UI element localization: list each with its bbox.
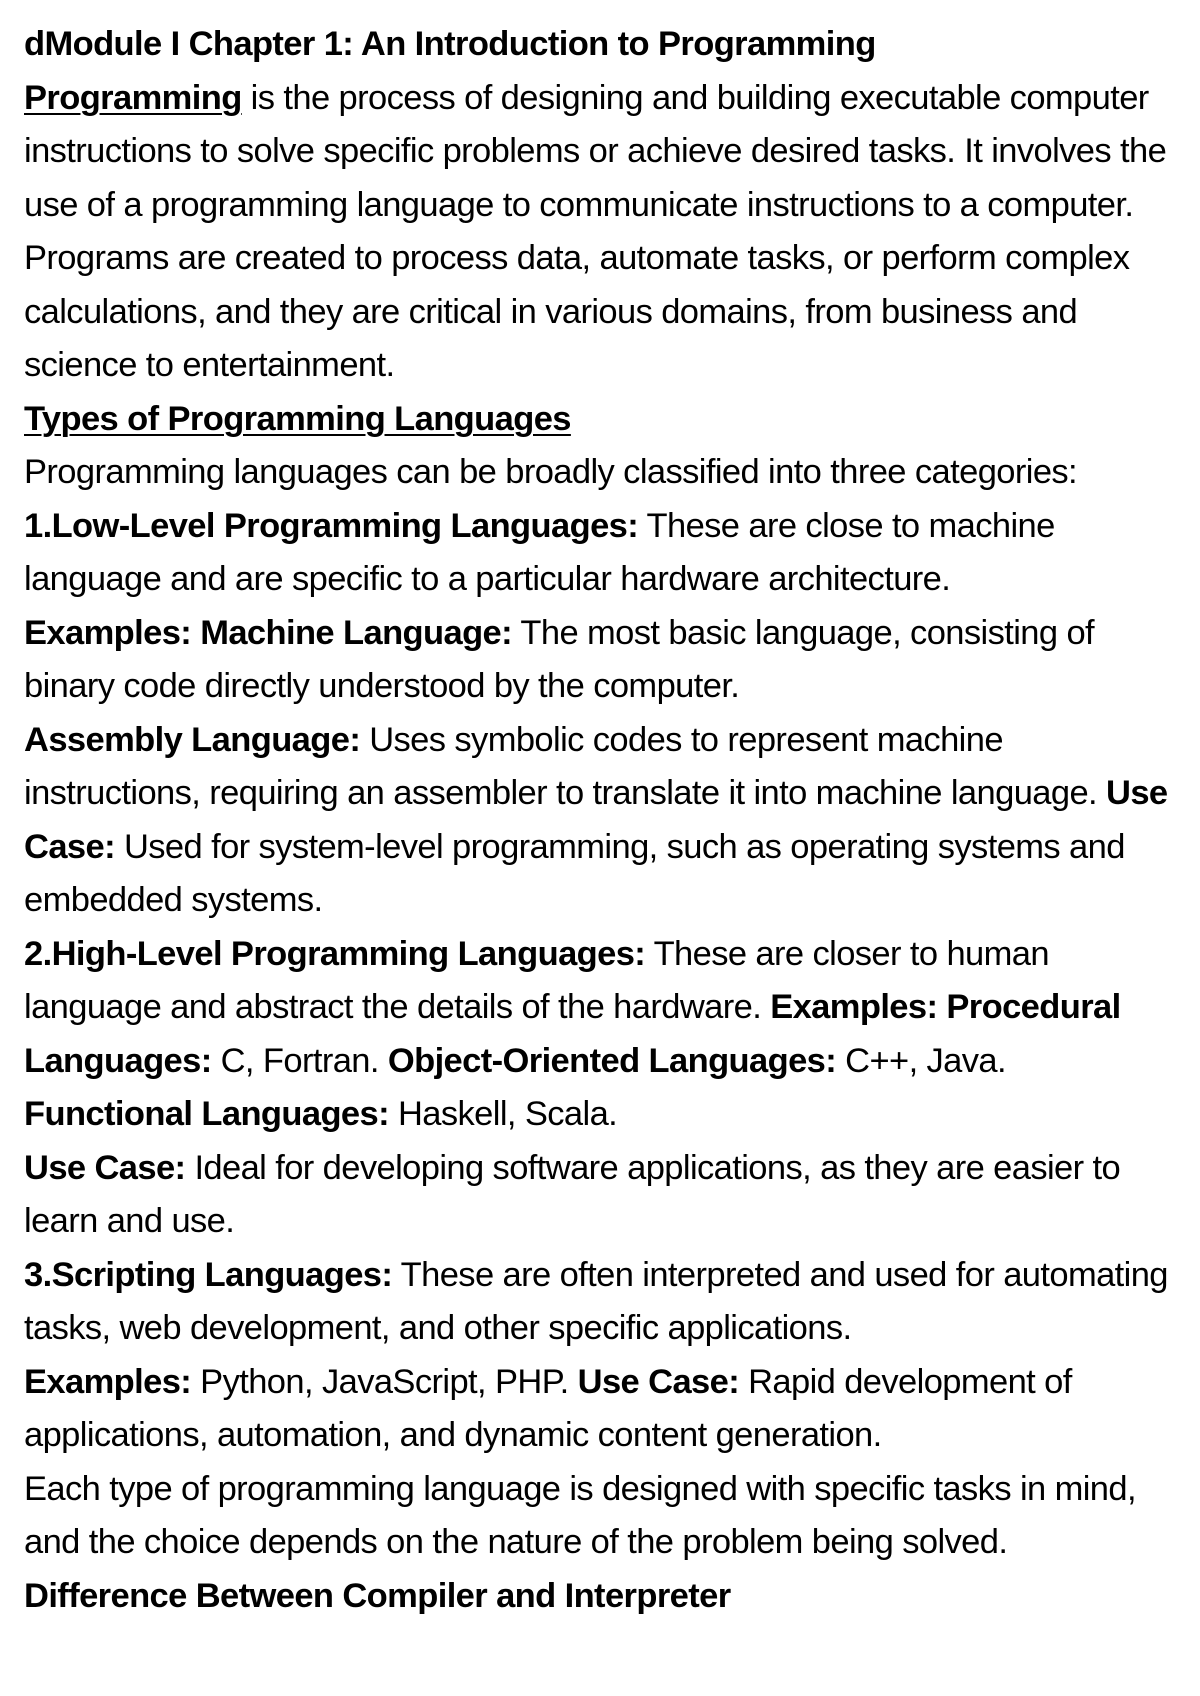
machine-language-paragraph xyxy=(24,607,1176,714)
use-case-label: Use Case: xyxy=(577,1362,740,1401)
functional-label: Functional Languages: xyxy=(24,1095,389,1133)
examples-label: Examples: xyxy=(24,613,192,652)
scripting-text: These are often interpreted and used for automating tasks, web development, and other specific applications. xyxy=(24,1255,1168,1347)
high-level-label: 2.High-Level Programming Languages: xyxy=(24,934,646,973)
use-case-text: Rapid development of applications, automation, and dynamic content generation. xyxy=(24,1362,1072,1454)
procedural-text: C, Fortran. xyxy=(211,1041,388,1080)
use-case-label: Use Case: xyxy=(24,774,1168,866)
oop-label: Object-Oriented Languages: xyxy=(387,1041,837,1080)
high-level-text: These are closer to human language and abstract the details of the hardware. xyxy=(24,934,1049,1026)
next-section-heading: Difference Between Compiler and Interpreter xyxy=(24,1576,731,1615)
chapter-title: dModule I Chapter 1: An Introduction to Programming xyxy=(24,25,876,63)
examples-text: Python, JavaScript, PHP. xyxy=(191,1362,578,1401)
low-level-text: These are close to machine language and are specific to a particular hardware architecture. xyxy=(24,506,1055,598)
examples-label: Examples: xyxy=(770,988,938,1026)
intro-paragraph xyxy=(24,72,1176,393)
programming-term: Programming xyxy=(24,78,242,117)
assembly-language-text: Uses symbolic codes to represent machine instructions, requiring an assembler to translate it into machine language. xyxy=(24,720,1107,812)
low-level-label: 1.Low-Level Programming Languages: xyxy=(24,506,639,545)
intro-text: is the process of designing and building executable computer instructions to solve specific problems or achieve desired tasks. It involves the use of a programming language to communicate instructions to a computer. Programs are created to process data, automate tasks, or perform complex calculations, and they are critical in various domains, from business and science to entertainment. xyxy=(24,78,1167,384)
machine-language-text: The most basic language, consisting of binary code directly understood by the computer. xyxy=(24,613,1095,705)
machine-language-label: Machine Language: xyxy=(200,613,513,652)
use-case-text: Ideal for developing software applications, as they are easier to learn and use. xyxy=(24,1148,1121,1240)
use-case-label: Use Case: xyxy=(24,1148,186,1187)
types-heading: Types of Programming Languages xyxy=(24,399,571,438)
scripting-paragraph xyxy=(24,1249,1176,1356)
low-level-paragraph xyxy=(24,500,1176,607)
use-case-text: Used for system-level programming, such as operating systems and embedded systems. xyxy=(24,827,1125,919)
types-intro: Programming languages can be broadly classified into three categories: xyxy=(24,453,1078,491)
examples-label: Examples: xyxy=(24,1362,192,1401)
high-level-paragraph xyxy=(24,928,1176,1142)
assembly-language-label: Assembly Language: xyxy=(24,720,361,759)
assembly-language-paragraph xyxy=(24,714,1176,928)
procedural-label: Procedural Languages: xyxy=(24,988,1121,1080)
high-level-use-case xyxy=(24,1142,1176,1249)
oop-text: C++, Java. xyxy=(836,1041,1006,1080)
scripting-examples-paragraph xyxy=(24,1356,1176,1463)
closing-paragraph xyxy=(24,1463,1176,1624)
functional-text: Haskell, Scala. xyxy=(389,1095,618,1133)
scripting-label: 3.Scripting Languages: xyxy=(24,1255,393,1294)
closing-text: Each type of programming language is designed with specific tasks in mind, and the choice depends on the nature of the problem being solved. xyxy=(24,1469,1136,1561)
